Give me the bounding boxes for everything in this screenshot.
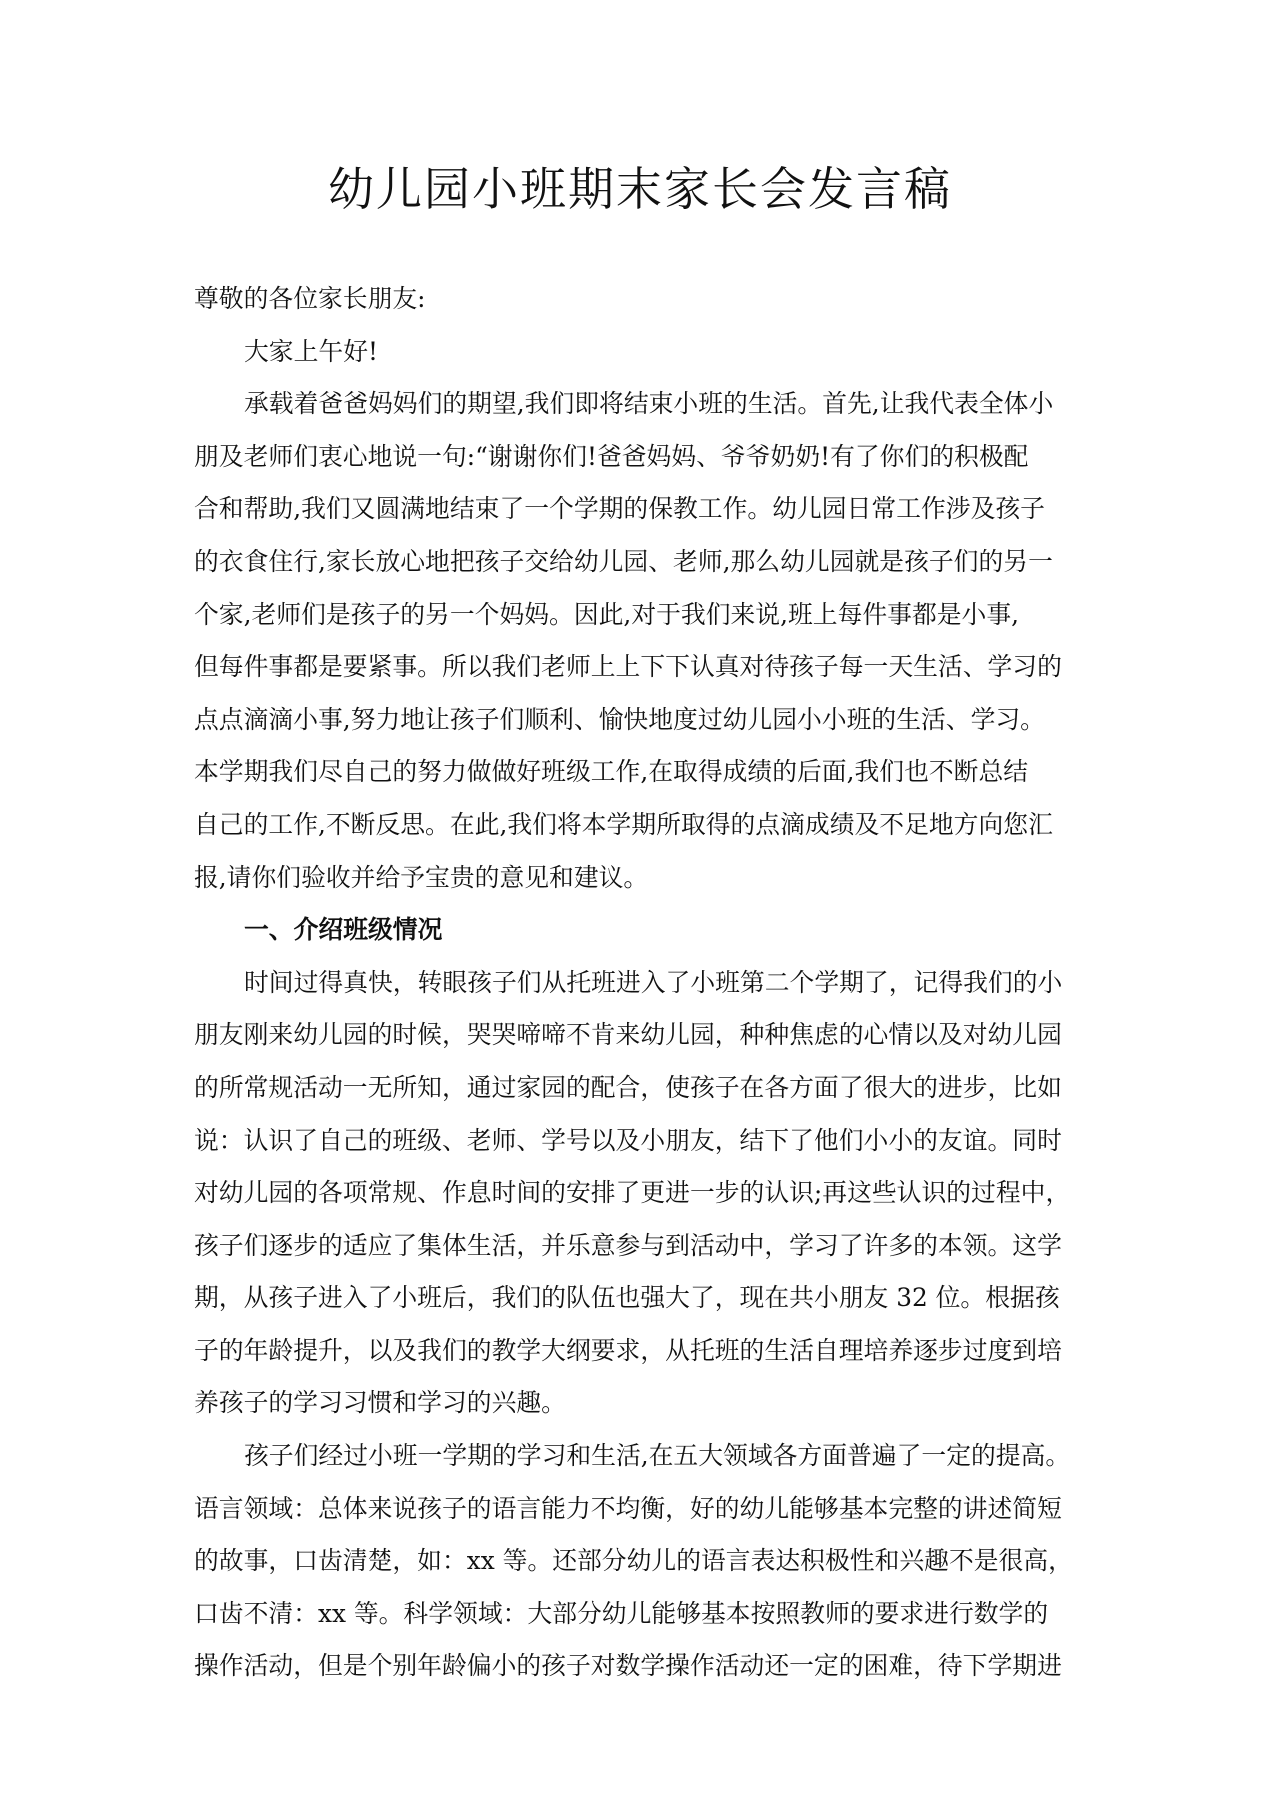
paragraph-line: 口齿不清：xx 等。科学领域：大部分幼儿能够基本按照教师的要求进行数学的 — [194, 1598, 1049, 1628]
paragraph-line: 点点滴滴小事,努力地让孩子们顺利、愉快地度过幼儿园小小班的生活、学习。 — [194, 704, 1045, 734]
paragraph-line: 个家,老师们是孩子的另一个妈妈。因此,对于我们来说,班上每件事都是小事, — [194, 599, 1020, 629]
paragraph-line: 孩子们逐步的适应了集体生活，并乐意参与到活动中，学习了许多的本领。这学 — [194, 1230, 1062, 1260]
paragraph-line: 本学期我们尽自己的努力做做好班级工作,在取得成绩的后面,我们也不断总结 — [194, 757, 1029, 787]
paragraph-line: 养孩子的学习习惯和学习的兴趣。 — [194, 1388, 566, 1418]
greeting: 大家上午好! — [244, 336, 378, 366]
paragraph-line: 自己的工作,不断反思。在此,我们将本学期所取得的点滴成绩及不足地方向您汇 — [194, 809, 1053, 839]
paragraph-line: 子的年龄提升，以及我们的教学大纲要求，从托班的生活自理培养逐步过度到培 — [194, 1335, 1062, 1365]
paragraph-line: 语言领域：总体来说孩子的语言能力不均衡，好的幼儿能够基本完整的讲述简短 — [194, 1493, 1062, 1523]
paragraph-line: 孩子们经过小班一学期的学习和生活,在五大领域各方面普遍了一定的提高。 — [244, 1441, 1071, 1471]
paragraph-line: 说：认识了自己的班级、老师、学号以及小朋友，结下了他们小小的友谊。同时 — [194, 1125, 1062, 1155]
paragraph-line: 的衣食住行,家长放心地把孩子交给幼儿园、老师,那么幼儿园就是孩子们的另一 — [194, 546, 1053, 576]
document-body — [194, 273, 1094, 1693]
document-title: 幼儿园小班期末家长会发言稿 — [328, 162, 952, 216]
paragraph-line: 承载着爸爸妈妈们的期望,我们即将结束小班的生活。首先,让我代表全体小 — [244, 389, 1054, 419]
paragraph-line: 期，从孩子进入了小班后，我们的队伍也强大了，现在共小朋友 32 位。根据孩 — [194, 1283, 1060, 1313]
paragraph-line: 操作活动，但是个别年龄偏小的孩子对数学操作活动还一定的困难，待下学期进 — [194, 1651, 1062, 1681]
salutation: 尊敬的各位家长朋友: — [194, 284, 426, 313]
section-heading: 一、介绍班级情况 — [244, 915, 443, 945]
paragraph-line: 的故事，口齿清楚，如：xx 等。还部分幼儿的语言表达积极性和兴趣不是很高， — [194, 1546, 1073, 1576]
paragraph-line: 朋及老师们衷心地说一句:“谢谢你们!爸爸妈妈、爷爷奶奶!有了你们的积极配 — [194, 441, 1029, 471]
paragraph-line: 报,请你们验收并给予宝贵的意见和建议。 — [194, 862, 649, 892]
paragraph-line: 合和帮助,我们又圆满地结束了一个学期的保教工作。幼儿园日常工作涉及孩子 — [194, 494, 1045, 524]
paragraph-line: 对幼儿园的各项常规、作息时间的安排了更进一步的认识;再这些认识的过程中， — [194, 1178, 1071, 1208]
paragraph-line: 朋友刚来幼儿园的时候，哭哭啼啼不肯来幼儿园，种种焦虑的心情以及对幼儿园 — [194, 1020, 1062, 1050]
paragraph-line: 的所常规活动一无所知，通过家园的配合，使孩子在各方面了很大的进步，比如 — [194, 1072, 1062, 1102]
paragraph-line: 时间过得真快，转眼孩子们从托班进入了小班第二个学期了，记得我们的小 — [244, 967, 1063, 997]
paragraph-line: 但每件事都是要紧事。所以我们老师上上下下认真对待孩子每一天生活、学习的 — [194, 652, 1062, 682]
